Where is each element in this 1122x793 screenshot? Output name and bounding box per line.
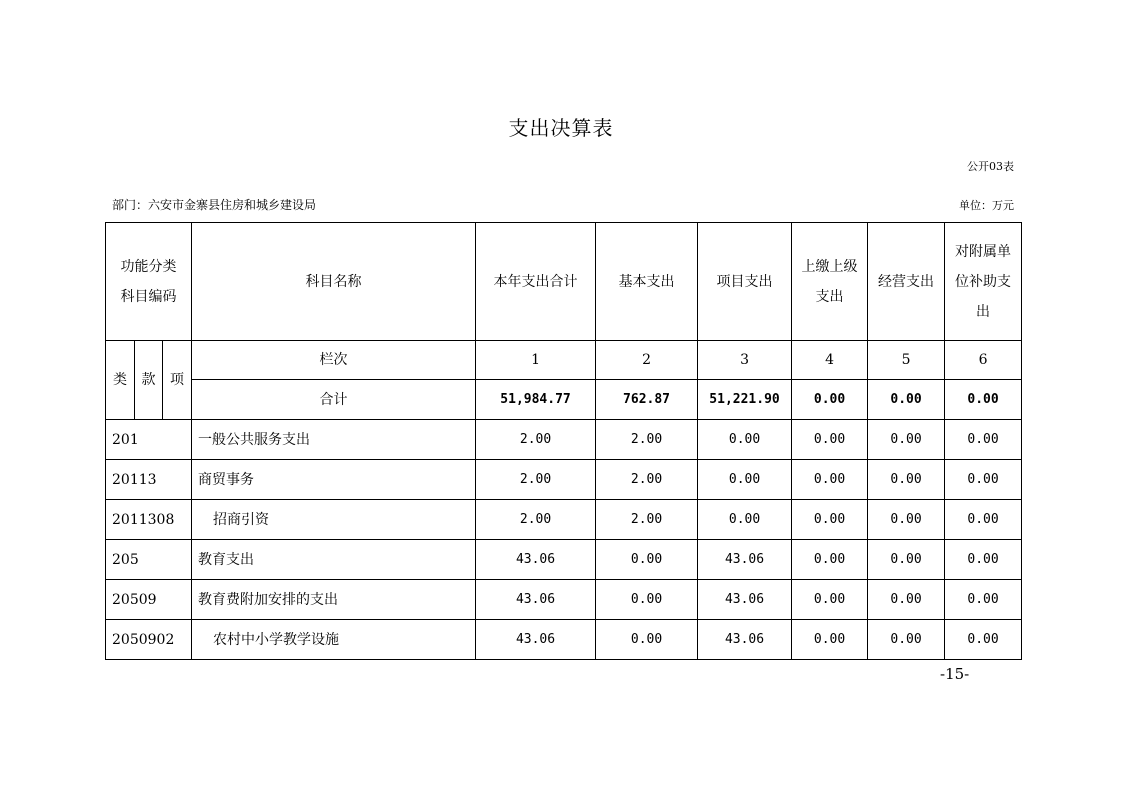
row-value: 0.00 xyxy=(945,540,1022,580)
page-number: -15- xyxy=(940,665,970,683)
row-value: 0.00 xyxy=(868,500,945,540)
column-number-row xyxy=(106,341,1022,380)
col-num: 6 xyxy=(945,341,1022,380)
header-business: 经营支出 xyxy=(868,223,945,341)
header-section: 款 xyxy=(135,341,163,420)
header-item: 项 xyxy=(163,341,192,420)
row-value: 0.00 xyxy=(596,580,698,620)
row-value: 43.06 xyxy=(698,620,792,660)
row-value: 0.00 xyxy=(596,540,698,580)
table-row xyxy=(106,620,1022,660)
total-value: 0.00 xyxy=(792,380,868,420)
header-project: 项目支出 xyxy=(698,223,792,341)
row-value: 0.00 xyxy=(596,620,698,660)
col-num: 1 xyxy=(476,341,596,380)
col-num: 3 xyxy=(698,341,792,380)
row-value: 43.06 xyxy=(698,580,792,620)
header-basic: 基本支出 xyxy=(596,223,698,341)
department-label: 部门：六安市金寨县住房和城乡建设局 xyxy=(112,198,317,212)
row-value: 0.00 xyxy=(945,580,1022,620)
row-value: 2.00 xyxy=(596,420,698,460)
row-name: 教育支出 xyxy=(192,540,476,580)
row-name: 教育费附加安排的支出 xyxy=(192,580,476,620)
header-upper: 上缴上级支出 xyxy=(792,223,868,341)
row-value: 2.00 xyxy=(596,460,698,500)
row-value: 0.00 xyxy=(868,420,945,460)
row-value: 0.00 xyxy=(698,500,792,540)
col-num: 2 xyxy=(596,341,698,380)
row-value: 0.00 xyxy=(945,620,1022,660)
row-value: 0.00 xyxy=(792,540,868,580)
total-label: 合计 xyxy=(192,380,476,420)
total-value: 0.00 xyxy=(868,380,945,420)
row-value: 2.00 xyxy=(476,460,596,500)
row-name: 一般公共服务支出 xyxy=(192,420,476,460)
row-value: 0.00 xyxy=(868,620,945,660)
row-name: 农村中小学教学设施 xyxy=(192,620,476,660)
table-row xyxy=(106,540,1022,580)
header-row xyxy=(106,223,1022,341)
form-number: 公开03表 xyxy=(967,160,1014,173)
row-code: 20113 xyxy=(106,460,192,500)
row-value: 2.00 xyxy=(476,500,596,540)
expenditure-table xyxy=(105,222,1022,660)
row-value: 0.00 xyxy=(792,460,868,500)
row-value: 0.00 xyxy=(945,460,1022,500)
col-num: 4 xyxy=(792,341,868,380)
col-num: 5 xyxy=(868,341,945,380)
row-value: 43.06 xyxy=(698,540,792,580)
row-value: 0.00 xyxy=(868,460,945,500)
row-name: 招商引资 xyxy=(192,500,476,540)
table-row xyxy=(106,580,1022,620)
table-row xyxy=(106,500,1022,540)
total-value: 762.87 xyxy=(596,380,698,420)
row-code: 201 xyxy=(106,420,192,460)
row-value: 0.00 xyxy=(945,500,1022,540)
row-value: 0.00 xyxy=(945,420,1022,460)
row-code: 205 xyxy=(106,540,192,580)
column-label: 栏次 xyxy=(192,341,476,380)
header-subsidy: 对附属单位补助支出 xyxy=(945,223,1022,341)
header-total: 本年支出合计 xyxy=(476,223,596,341)
total-value: 51,984.77 xyxy=(476,380,596,420)
header-class: 类 xyxy=(106,341,135,420)
table-row xyxy=(106,420,1022,460)
total-row xyxy=(106,380,1022,420)
total-value: 51,221.90 xyxy=(698,380,792,420)
row-value: 43.06 xyxy=(476,540,596,580)
page-title: 支出决算表 xyxy=(508,116,614,140)
unit-label: 单位：万元 xyxy=(959,199,1014,212)
row-name: 商贸事务 xyxy=(192,460,476,500)
row-value: 0.00 xyxy=(868,580,945,620)
row-code: 2050902 xyxy=(106,620,192,660)
header-name: 科目名称 xyxy=(192,223,476,341)
table-row xyxy=(106,460,1022,500)
row-value: 0.00 xyxy=(868,540,945,580)
row-value: 0.00 xyxy=(792,420,868,460)
row-value: 0.00 xyxy=(698,460,792,500)
row-code: 2011308 xyxy=(106,500,192,540)
row-value: 2.00 xyxy=(596,500,698,540)
row-value: 43.06 xyxy=(476,620,596,660)
header-code-group: 功能分类科目编码 xyxy=(106,223,192,341)
row-value: 0.00 xyxy=(698,420,792,460)
row-code: 20509 xyxy=(106,580,192,620)
row-value: 2.00 xyxy=(476,420,596,460)
row-value: 0.00 xyxy=(792,580,868,620)
total-value: 0.00 xyxy=(945,380,1022,420)
row-value: 43.06 xyxy=(476,580,596,620)
row-value: 0.00 xyxy=(792,500,868,540)
row-value: 0.00 xyxy=(792,620,868,660)
